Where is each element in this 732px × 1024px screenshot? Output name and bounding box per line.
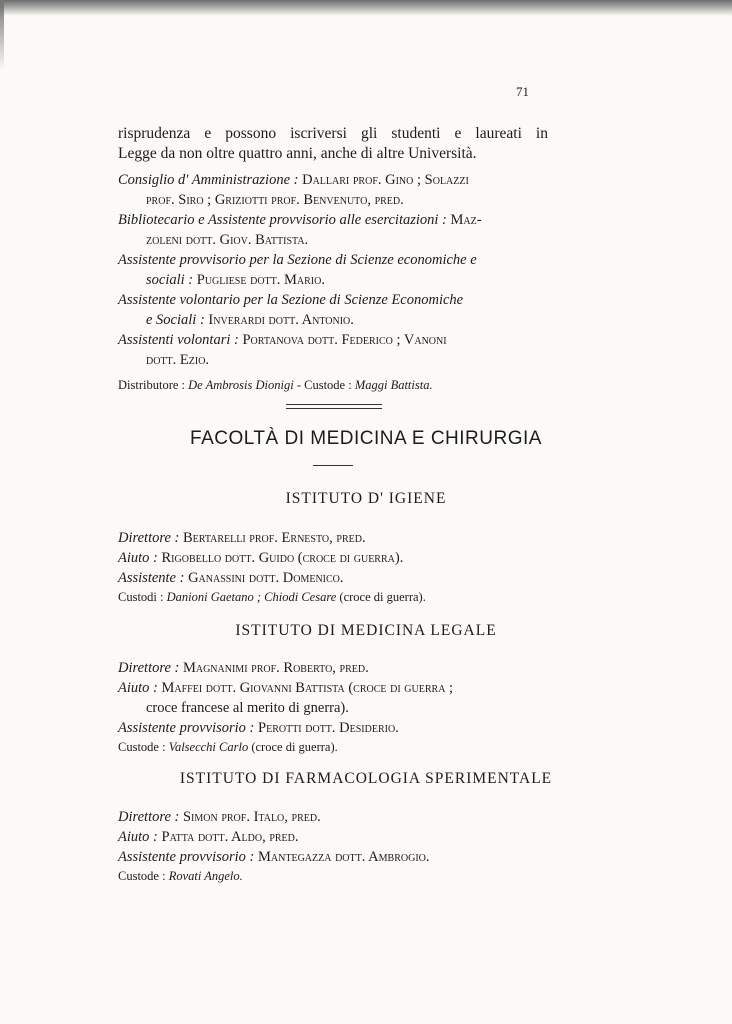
staff-line (118, 568, 548, 588)
staff-line (118, 528, 548, 548)
custodian-label: - Custode : (293, 378, 355, 392)
staff-names: Perotti dott. Desiderio. (254, 720, 399, 736)
scan-top-edge (0, 0, 732, 16)
custodian-names: Valsecchi Carlo (168, 740, 249, 754)
institute-staff-list (118, 807, 548, 885)
intro-paragraph (118, 124, 548, 164)
staff-role: Assistenti volontari : (118, 332, 239, 348)
staff-names-cont: prof. Siro ; Griziotti prof. Benvenuto, pred. (146, 192, 404, 208)
staff-names-cont: dott. Ezio. (146, 352, 210, 368)
staff-line (118, 827, 548, 847)
faculty-title-rule (313, 465, 353, 466)
intro-line-2: Legge da non oltre quattro anni, anche di altre Università. (118, 145, 477, 162)
staff-entry (118, 170, 548, 210)
institute-title: ISTITUTO DI MEDICINA LEGALE (235, 622, 497, 639)
staff-role: Assistente provvisorio : (118, 849, 255, 865)
staff-names: Magnanimi prof. Roberto, pred. (179, 660, 369, 676)
staff-line (118, 548, 548, 568)
staff-role: Aiuto : (118, 680, 158, 696)
staff-role: Assistente provvisorio : (118, 720, 255, 736)
staff-names-cont: croce francese al merito di gnerra). (146, 700, 349, 716)
staff-names: Bertarelli prof. Ernesto, pred. (179, 530, 366, 546)
staff-names-cont: Inverardi dott. Antonio. (204, 312, 354, 328)
section-double-rule (286, 404, 382, 409)
custodian-note: (croce di guerra). (336, 590, 426, 604)
custodian-line (118, 867, 548, 885)
staff-role: Bibliotecario e Assistente provvisorio alle esercitazioni : (118, 212, 447, 228)
distributor-label: Distributore : (118, 378, 189, 392)
staff-names-cont: Pugliese dott. Mario. (193, 272, 325, 288)
custodian-names: Danioni Gaetano ; Chiodi Cesare (166, 590, 337, 604)
staff-role-cont: e Sociali : (146, 312, 205, 328)
institute-title: ISTITUTO DI FARMACOLOGIA SPERIMENTALE (179, 770, 553, 787)
faculty-title: FACOLTÀ DI MEDICINA E CHIRURGIA (190, 428, 542, 449)
staff-line (118, 847, 548, 867)
institute-staff-list (118, 658, 548, 756)
staff-names: Mantegazza dott. Ambrogio. (254, 849, 430, 865)
scan-left-edge (0, 0, 4, 70)
staff-role: Assistente volontario per la Sezione di Scienze Economiche (118, 292, 464, 308)
page-number: 71 (516, 84, 529, 99)
staff-names: Portanova dott. Federico ; Vanoni (238, 332, 447, 348)
custodian-label: Custodi : (118, 590, 167, 604)
staff-names: Maffei dott. Giovanni Battista (croce di guerra ; (157, 680, 454, 696)
custodian-note: (croce di guerra). (248, 740, 338, 754)
staff-role: Aiuto : (118, 550, 158, 566)
custodian-label: Custode : (118, 869, 169, 883)
staff-names-cont: zoleni dott. Giov. Battista. (146, 232, 309, 248)
staff-role: Assistente provvisorio per la Sezione di Scienze economiche e (118, 252, 477, 268)
staff-role: Aiuto : (118, 829, 158, 845)
staff-names: Ganassini dott. Domenico. (184, 570, 344, 586)
staff-role: Assistente : (118, 570, 185, 586)
custodian-names: Rovati Angelo. (168, 869, 243, 883)
staff-line (118, 658, 548, 678)
custodian-line (118, 588, 548, 606)
staff-entry (118, 210, 548, 250)
staff-entry (118, 290, 548, 330)
custodian-name: Maggi Battista. (354, 378, 433, 392)
staff-names: Dallari prof. Gino ; Solazzi (298, 172, 469, 188)
staff-names: Rigobello dott. Guido (croce di guerra). (157, 550, 404, 566)
distributor-custodian-line (118, 376, 548, 394)
staff-role: Direttore : (118, 809, 180, 825)
staff-line (118, 678, 548, 718)
distributor-name: De Ambrosis Dionigi (188, 378, 294, 392)
staff-names: Simon prof. Italo, pred. (179, 809, 321, 825)
staff-role: Direttore : (118, 530, 180, 546)
staff-line (118, 807, 548, 827)
staff-names: Patta dott. Aldo, pred. (157, 829, 299, 845)
institute-title: ISTITUTO D' IGIENE (285, 490, 447, 507)
law-faculty-staff-list (118, 170, 548, 394)
staff-names: Maz- (446, 212, 482, 228)
staff-role-cont: sociali : (146, 272, 194, 288)
staff-entry (118, 250, 548, 290)
intro-line-1: risprudenza e possono iscriversi gli studenti e laureati in (118, 125, 548, 142)
custodian-label: Custode : (118, 740, 169, 754)
staff-role: Consiglio d' Amministrazione : (118, 172, 299, 188)
institute-staff-list (118, 528, 548, 606)
staff-role: Direttore : (118, 660, 180, 676)
custodian-line (118, 738, 548, 756)
staff-entry (118, 330, 548, 370)
staff-line (118, 718, 548, 738)
